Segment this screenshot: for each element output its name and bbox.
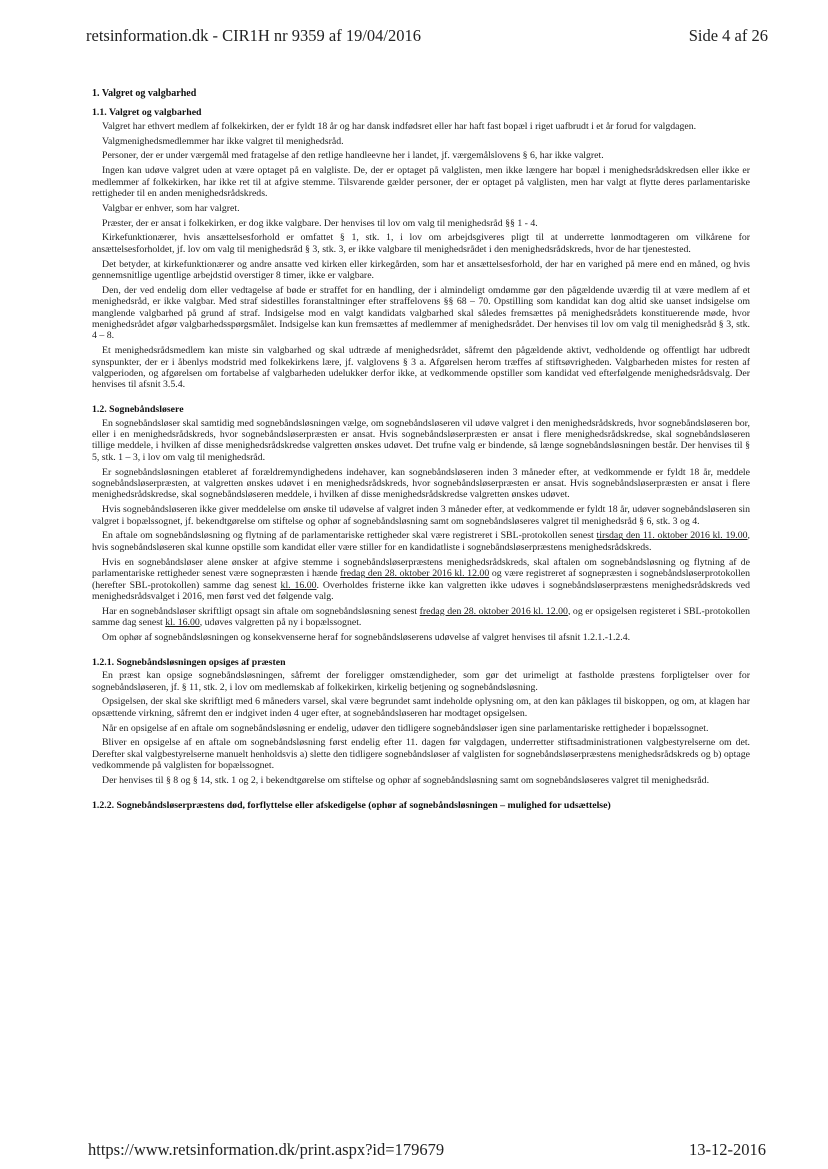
footer-url: https://www.retsinformation.dk/print.aspx?id=179679 (88, 1140, 445, 1159)
text-run: og være registreret af sognepræsten i sognebåndsløserprotokollen (herefter SBL-protokollen) samme dag senest (92, 568, 750, 591)
paragraph: Når en opsigelse af en aftale om sognebåndsløsning er endelig, udøver den tidligere sognebåndsløser igen sine parlamentariske rettigheder i bopælssognet. (102, 722, 709, 734)
deadline-time: kl. 16.00 (165, 617, 200, 629)
text-run: , udøves valgretten på ny i bopælssognet. (199, 617, 362, 629)
page-number: Side 4 af 26 (688, 26, 768, 45)
section-heading-1-2: 1.2. Sognebåndsløsere (92, 404, 184, 416)
paragraph: Kirkefunktionærer, hvis ansættelsesforhold er omfattet § 1, stk. 1, i lov om arbejdsgiveres pligt til at underrette lønmodtageren om vilkårene for ansættelsesforholdet, jf. lov om valg til menighedsråd § 3, stk. 3, er ikke valgbare til menighedsrådet i den menighedsrådskreds, hvor de har tjenestested. (92, 232, 750, 255)
deadline-date: tirsdag den 11. oktober 2016 kl. 19.00 (596, 530, 748, 542)
section-heading-1-2-2: 1.2.2. Sognebåndsløserpræstens død, forflyttelse eller afskedigelse (ophør af sognebåndsløsningen – mulighed for udsættelse) (92, 799, 611, 811)
page-footer (88, 1140, 768, 1160)
paragraph: Det betyder, at kirkefunktionærer og andre ansatte ved kirken eller kirkegården, som har et ansættelsesforhold, der har en varighed på mere end en måned, og hvis gennemsnitlige ugentlige arbejdstid overstiger 8 timer, ikke er valgbare. (92, 258, 750, 282)
deadline-date: fredag den 28. oktober 2016 kl. 12.00 (419, 605, 568, 617)
page-header (86, 26, 768, 46)
header-source: retsinformation.dk - CIR1H nr 9359 af 19/04/2016 (86, 26, 421, 45)
paragraph: Hvis sognebåndsløseren ikke giver meddelelse om ønske til udøvelse af valgret inden 3 måneder efter, at vedkommende er fyldt 18 år, udøver sognebåndsløseren sin valgret i bopælssognet, jf. bekendtgørelse om stiftelse og ophør af sognebåndsløsning samt om sognebåndsløseres valgret til menighedsråd § 6, stk. 3 og 4. (92, 504, 750, 527)
text-run: En aftale om sognebåndsløsning og flytning af de parlamentariske rettigheder skal være registreret i SBL-protokollen senest (102, 530, 597, 542)
paragraph: Er sognebåndsløsningen etableret af forældremyndighedens indehaver, kan sognebåndsløseren inden 3 måneder efter, at vedkommende er fyldt 18 år, meddele sognebåndsløserpræsten, at valgretten ønskes udøvet i en menighedsrådskreds, hvor sognebåndsløserpræsten er ansat. Hvis sognebåndsløserpræsten er ansat i flere menighedsrådskredse, skal sognebåndsløseren meddele, i hvilken af disse menighedsrådskredse valgretten ønskes udøvet. (92, 466, 750, 501)
text-run: Har en sognebåndsløser skriftligt opsagt sin aftale om sognebåndsløsning senest (102, 605, 420, 617)
text-run: Hvis en sognebåndsløser alene ønsker at afgive stemme i sognebåndsløserpræstens menighedsrådskreds, skal aftalen om sognebåndsløsning og flytning af de parlamentariske rettigheder senest være sognepræsten i hænde (92, 556, 750, 580)
paragraph (92, 530, 750, 553)
text-run: , hvis sognebåndsløseren skal kunne opstille som kandidat eller være stiller for en kandidatliste i sognebåndsløserpræstens menighedsrådskreds. (92, 530, 750, 553)
deadline-time: kl. 16.00 (280, 579, 317, 591)
paragraph: En præst kan opsige sognebåndsløsningen, såfremt der foreligger omstændigheder, som gør det urimeligt at fastholde præstens forpligtelser over for sognebåndsløseren, jf. § 11, stk. 2, i lov om medlemskab af folkekirken, kirkelig betjening og sognebåndsløsning. (92, 670, 750, 693)
section-heading-1: 1. Valgret og valgbarhed (92, 88, 197, 99)
paragraph: Personer, der er under værgemål med fratagelse af den retlige handleevne her i landet, jf. værgemålslovens § 6, har ikke valgret. (102, 150, 604, 162)
section-heading-1-1: 1.1. Valgret og valgbarhed (92, 107, 202, 119)
print-date: 13-12-2016 (689, 1140, 766, 1159)
paragraph: Præster, der er ansat i folkekirken, er dog ikke valgbare. Der henvises til lov om valg til menighedsråd §§ 1 - 4. (102, 217, 538, 229)
paragraph: Valgret har ethvert medlem af folkekirken, der er fyldt 18 år og har dansk indfødsret eller har haft fast bopæl i riget uafbrudt i et år forud for valgdagen. (102, 120, 697, 132)
paragraph: Opsigelsen, der skal ske skriftligt med 6 måneders varsel, skal være begrundet samt indeholde oplysning om, at den kan påklages til biskoppen, og om, at klagen har opsættende virkning, såfremt den er indgivet inden 4 uger efter, at sognebåndsløseren har modtaget opsigelsen. (92, 696, 750, 719)
text-run: , og er opsigelsen registeret i SBL-protokollen samme dag senest (92, 605, 750, 629)
paragraph: Valgmenighedsmedlemmer har ikke valgret til menighedsråd. (102, 135, 344, 147)
paragraph: Valgbar er enhver, som har valgret. (102, 202, 240, 214)
paragraph: Der henvises til § 8 og § 14, stk. 1 og 2, i bekendtgørelse om stiftelse og ophør af sognebåndsløsning samt om sognebåndsløseres valgret til menighedsråd. (102, 774, 710, 786)
paragraph (92, 606, 750, 629)
text-run: . Overholdes fristerne ikke kan valgretten ikke udøves i sognebåndsløserpræstens menighedsrådskreds ved menighedsrådsvalget i 2016, men først ved det følgende valg. (92, 579, 750, 602)
paragraph (92, 557, 750, 603)
document-body (92, 88, 750, 813)
paragraph: Ingen kan udøve valgret uden at være optaget på en valgliste. De, der er optaget på valglisten, men ikke længere har bopæl i menighedsrådskredsen eller ikke er medlemmer af folkekirken, har ikke ret til at afgive stemme. Tilsvarende gælder personer, der er optaget på valglisten, men har valgt at flytte deres parlamentariske rettigheder til en anden menighedsrådskreds. (92, 165, 750, 200)
section-heading-1-2-1: 1.2.1. Sognebåndsløsningen opsiges af præsten (92, 656, 286, 668)
deadline-date: fredag den 28. oktober 2016 kl. 12.00 (340, 568, 490, 580)
paragraph: Bliver en opsigelse af en aftale om sognebåndsløsning først endelig efter 11. dagen før valgdagen, underretter stiftsadministrationen valgbestyrelserne om det. Derefter skal valgbestyrelserne manuelt henholdsvis a) slette den tidligere sognebåndsløser af valglisten for sognebåndsløserpræstens menighedsrådskreds og b) optage vedkommende på valglisten for bopælssognet. (92, 737, 750, 772)
paragraph: Om ophør af sognebåndsløsningen og konsekvenserne heraf for sognebåndsløserens udøvelse af valgret henvises til afsnit 1.2.1.-1.2.4. (102, 631, 631, 643)
paragraph: Den, der ved endelig dom eller vedtagelse af bøde er straffet for en handling, der i almindeligt omdømme gør den pågældende uværdig til at være medlem af et menighedsråd, er ikke valgbar. Med straf sidestilles foranstaltninger efter straffelovens §§ 68 – 70. Opstilling som kandidat kan dog altid ske uanset indsigelse om manglende valgbarhed på grund af straf. Indsigelse mod en valgt kandidats valgbarhed skal således fremsættes på menighedsrådets konstituerende møde, hvor menighedsrådet afgør valgbarhedsspørgsmålet. Indsigelse kan kun fremsættes af medlemmer af menighedsrådet. Der henvises til lov om valg til menighedsråd § 3, stk. 4 – 8. (92, 284, 750, 342)
paragraph: Et menighedsrådsmedlem kan miste sin valgbarhed og skal udtræde af menighedsrådet, såfremt den pågældende aktivt, vedholdende og offentligt har udbredt synspunkter, der er i åbenlys modstrid med folkekirkens lære, jf. valglovens § 3 a. Afgørelsen herom træffes af stiftsøvrigheden. Valgbarheden mistes for resten af valgperioden, og afgørelsen om fortabelse af valgbarheden udelukker derfor ikke, at vedkommende opstiller som kandidat ved efterfølgende menighedsrådsvalg. Der henvises til afsnit 3.5.4. (92, 345, 750, 391)
paragraph: En sognebåndsløser skal samtidig med sognebåndsløsningen vælge, om sognebåndsløseren vil udøve valgret i den menighedsrådskreds, hvor sognebåndsløseren bor, eller i en menighedsrådskreds, hvor sognebåndsløserpræsten er ansat. Hvis sognebåndsløserpræsten er ansat i flere menighedsrådskredse, skal sognebåndsløseren tillige meddele, i hvilken af disse menighedsrådskredse valgretten ønskes udøvet. Det trufne valg er bindende, så længe sognebåndsløsningen består. Der henvises til § 5, stk. 1 – 3, i lov om valg til menighedsråd. (92, 417, 750, 463)
